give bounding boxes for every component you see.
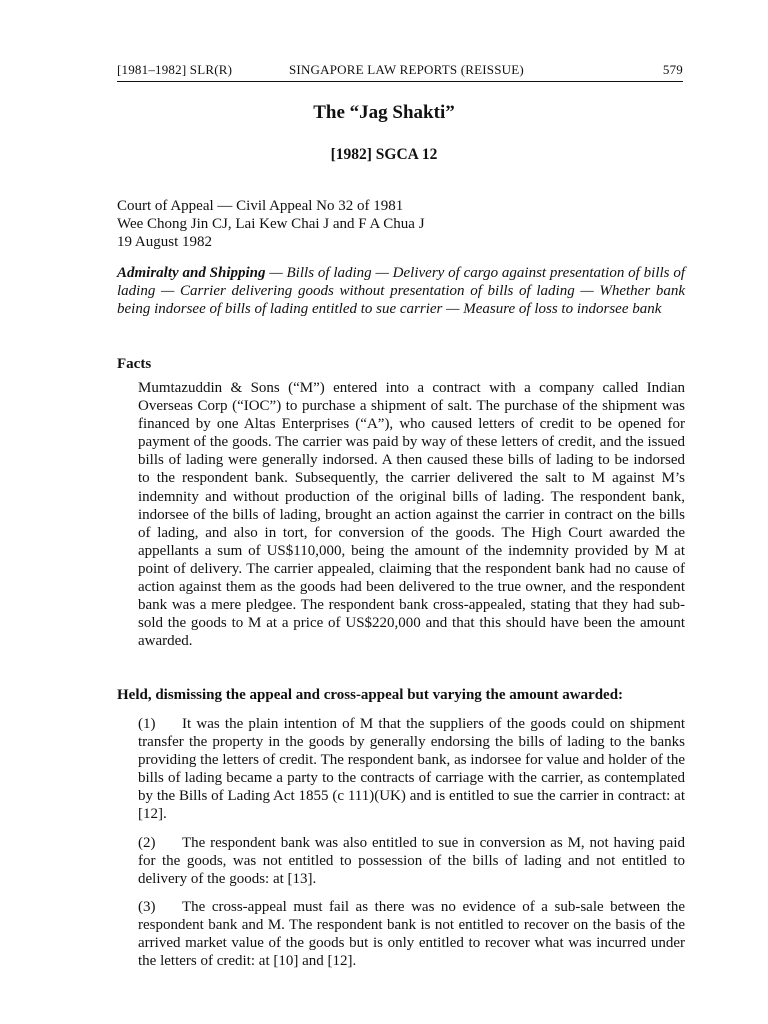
- running-header: [117, 62, 683, 82]
- holding-text: The cross-appeal must fail as there was no evidence of a sub-sale between the respondent bank and M. The respondent bank is not entitled to recover on the basis of the arrived market value of the goods but is only entitled to recover what was incurred under the letters of credit: at [10] and [12].: [138, 899, 685, 969]
- court-info: [117, 197, 683, 251]
- catchwords: [117, 264, 685, 318]
- catchwords-text: — Bills of lading — Delivery of cargo against presentation of bills of lading — Carrier delivering goods without presentation of bills of lading — Whether bank being indorsee of bills of lading entitled to sue carrier — Measure of loss to indorsee bank: [117, 265, 685, 317]
- holding-paragraph: [138, 715, 685, 823]
- holding-number: (2): [138, 835, 156, 851]
- holding-number: (1): [138, 716, 156, 732]
- report-volume: [1981–1982] SLR(R): [117, 62, 233, 77]
- facts-heading: Facts: [117, 356, 152, 372]
- case-citation: [1982] SGCA 12: [330, 146, 438, 163]
- holding-paragraph: [138, 898, 685, 970]
- held-heading: Held, dismissing the appeal and cross-appeal but varying the amount awarded:: [117, 687, 624, 703]
- holding-text: It was the plain intention of M that the suppliers of the goods could on shipment transfer the property in the goods by generally endorsing the bills of lading to the banks providing the letters of credit. The respondent bank, as indorsee for value and holder of the bills of lading became a party to the contracts of carriage with the carrier, as contemplated by the Bills of Lading Act 1855 (c 111)(UK) and is entitled to sue the carrier in contract: at [12].: [138, 716, 685, 822]
- page-number: 579: [662, 62, 683, 77]
- catchwords-subject: Admiralty and Shipping: [117, 265, 266, 281]
- case-title: The “Jag Shakti”: [313, 102, 455, 123]
- report-series: SINGAPORE LAW REPORTS (REISSUE): [289, 62, 524, 77]
- holding-number: (3): [138, 899, 156, 915]
- decision-date: 19 August 1982: [117, 234, 213, 250]
- holding-text: The respondent bank was also entitled to sue in conversion as M, not having paid for the goods, was not entitled to possession of the bills of lading and not entitled to delivery of the goods: at [13].: [138, 835, 685, 887]
- judges-line: Wee Chong Jin CJ, Lai Kew Chai J and F A Chua J: [117, 216, 425, 232]
- facts-paragraph: Mumtazuddin & Sons (“M”) entered into a contract with a company called Indian Overseas Corp (“IOC”) to purchase a shipment of salt. The purchase of the shipment was financed by one Altas Enterprises (“A”), who caused letters of credit to be opened for payment of the goods. The carrier was paid by way of these letters of credit, and the issued bills of lading were generally indorsed. A then caused these bills of lading to be indorsed to the respondent bank. Subsequently, the carrier delivered the salt to M against M’s indemnity and without production of the original bills of lading. The respondent bank, indorsee of the bills of lading, brought an action against the carrier in contract on the bills of lading, and also in tort, for conversion of the goods. The High Court awarded the appellants a sum of US$110,000, being the amount of the indemnity provided by M at point of delivery. The carrier appealed, claiming that the respondent bank had no cause of action against them as the goods had been delivered to the true owner, and the respondent bank was a mere pledgee. The respondent bank cross-appealed, stating that they had sub-sold the goods to M at a price of US$220,000 and that this should have been the amount awarded.: [138, 380, 685, 650]
- court-line: Court of Appeal — Civil Appeal No 32 of 1981: [117, 198, 404, 214]
- holding-paragraph: [138, 834, 685, 888]
